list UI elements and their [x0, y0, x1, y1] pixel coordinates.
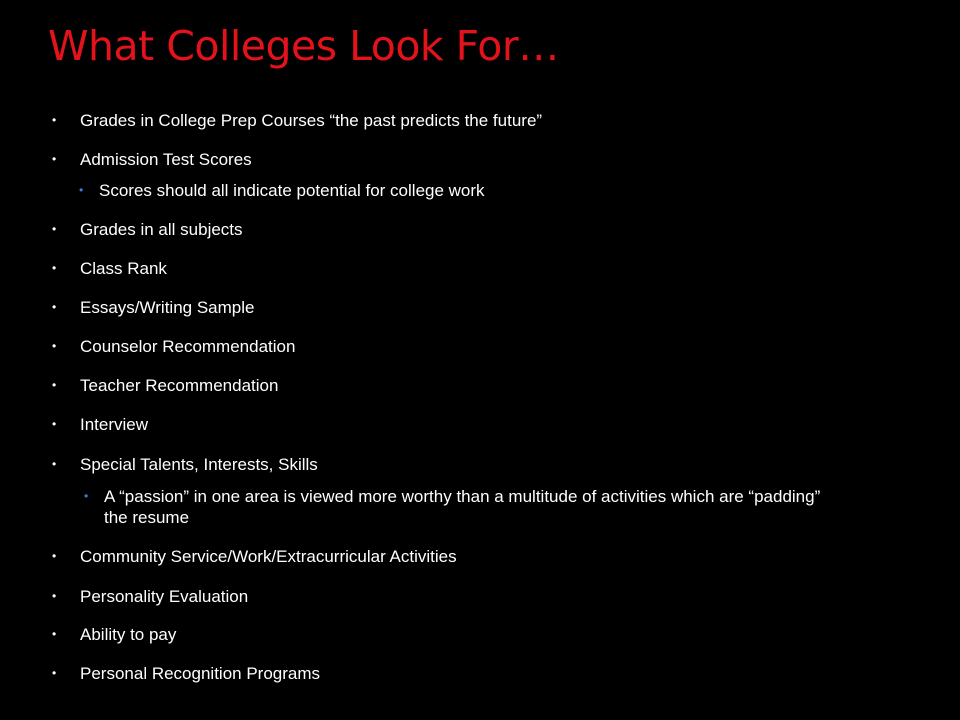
sub-list-item: [84, 486, 844, 528]
bullet-icon: •: [52, 300, 57, 314]
bullet-icon: •: [52, 417, 57, 431]
list-item-label: Personality Evaluation: [80, 587, 249, 606]
list-item: [52, 336, 296, 357]
slide-title: What Colleges Look For…: [48, 22, 559, 70]
bullet-icon: •: [52, 666, 57, 680]
list-item-label: Essays/Writing Sample: [80, 298, 255, 317]
list-item: [52, 546, 457, 567]
bullet-icon: •: [52, 627, 57, 641]
bullet-icon: •: [52, 549, 57, 563]
list-item: [52, 414, 149, 435]
list-item-label: Grades in College Prep Courses “the past predicts the future”: [80, 111, 543, 130]
sub-list-item: [79, 180, 485, 201]
bullet-icon: •: [52, 339, 57, 353]
list-item: [52, 454, 318, 475]
list-item-label: Class Rank: [80, 259, 167, 278]
list-item-label: Special Talents, Interests, Skills: [80, 455, 318, 474]
list-item: [52, 149, 252, 170]
list-item: [52, 375, 279, 396]
list-item-label: Grades in all subjects: [80, 220, 243, 239]
list-item-label: Admission Test Scores: [80, 150, 252, 169]
list-item: [52, 297, 255, 318]
list-item-label: Ability to pay: [80, 625, 177, 644]
sub-list-item-label: A “passion” in one area is viewed more worthy than a multitude of activities which are “padding” the resume: [104, 487, 821, 527]
list-item: [52, 110, 543, 131]
bullet-icon: •: [52, 152, 57, 166]
bullet-icon: •: [84, 489, 89, 503]
list-item: [52, 219, 243, 240]
list-item: [52, 663, 321, 684]
bullet-icon: •: [52, 457, 57, 471]
list-item-label: Counselor Recommendation: [80, 337, 296, 356]
sub-list-item-label: Scores should all indicate potential for college work: [99, 181, 485, 200]
bullet-icon: •: [52, 261, 57, 275]
list-item-label: Teacher Recommendation: [80, 376, 279, 395]
bullet-icon: •: [52, 378, 57, 392]
bullet-icon: •: [52, 589, 57, 603]
list-item-label: Personal Recognition Programs: [80, 664, 321, 683]
bullet-icon: •: [52, 113, 57, 127]
bullet-icon: •: [52, 222, 57, 236]
list-item-label: Interview: [80, 415, 149, 434]
list-item: [52, 624, 177, 645]
bullet-icon: •: [79, 183, 84, 197]
list-item: [52, 586, 249, 607]
list-item-label: Community Service/Work/Extracurricular Activities: [80, 547, 457, 566]
list-item: [52, 258, 167, 279]
